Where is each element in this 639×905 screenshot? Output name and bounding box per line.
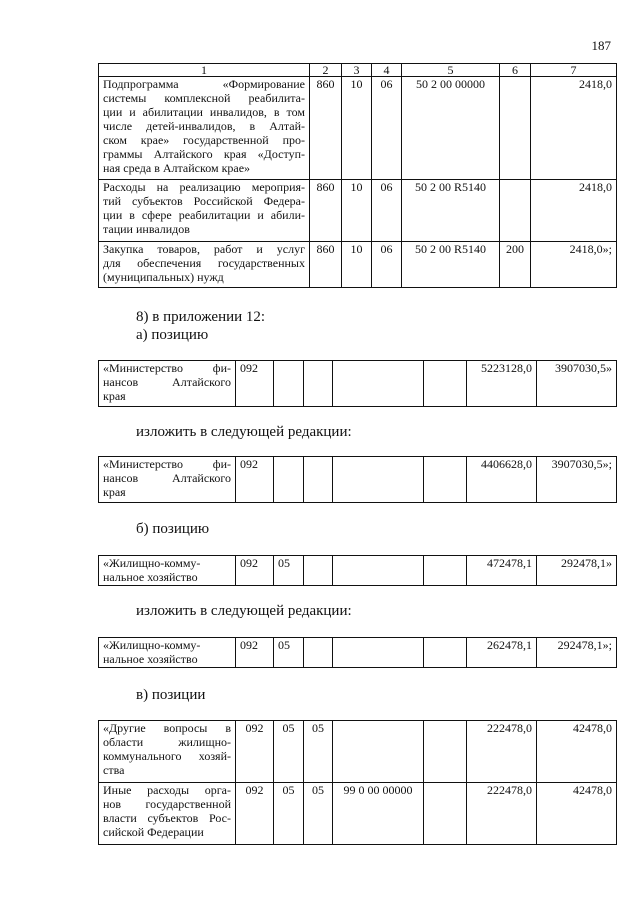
description-line: сийской Федерации [103,825,204,839]
description-line: ском крае» государственной про- [103,133,305,147]
description-line: (муниципальных) нужд [103,270,224,284]
row-description [99,457,236,503]
amount-cell: 222478,0 [467,783,537,845]
amount-cell-next-year: 42478,0 [537,721,617,783]
subsection-cell [304,361,333,407]
column-header: 3 [342,64,372,77]
amount-cell-next-year: 292478,1» [537,556,617,586]
position-table-b-new [98,637,617,668]
table-row [99,783,617,845]
section-cell [274,457,304,503]
ministry-code-cell: 860 [310,77,342,180]
description-line: числе детей-инвалидов, в Алтай- [103,119,305,133]
target-article-cell: 50 2 00 R5140 [402,180,500,242]
description-line: края [103,485,126,499]
column-header: 1 [99,64,310,77]
page-number: 187 [591,38,611,53]
target-article-cell: 50 2 00 R5140 [402,242,500,288]
amount-cell: 5223128,0 [467,361,537,407]
position-table-b-old [98,555,617,586]
description-line: «Другие вопросы в [103,721,231,735]
table-row [99,556,617,586]
amount-cell-next-year: 42478,0 [537,783,617,845]
replace-instruction: изложить в следующей редакции: [136,424,352,440]
description-line: коммунального хозяй- [103,749,231,763]
expense-type-cell [424,721,467,783]
section-heading-c: в) позиции [136,687,206,703]
description-line: Закупка товаров, работ и услуг [103,242,305,256]
description-line: ная среда в Алтайском крае» [103,161,251,175]
section-cell: 10 [342,77,372,180]
section-cell: 10 [342,180,372,242]
table-row [99,361,617,407]
target-article-cell [333,638,424,668]
ministry-code-cell: 092 [236,783,274,845]
position-table-a-old [98,360,617,407]
ministry-code-cell: 092 [236,721,274,783]
expense-type-cell [424,783,467,845]
section-heading-appendix-12: 8) в приложении 12: [136,309,266,325]
expense-type-cell [424,457,467,503]
amount-cell: 4406628,0 [467,457,537,503]
column-header: 5 [402,64,500,77]
target-article-cell [333,721,424,783]
position-table-c-old [98,720,617,845]
subsection-cell [304,457,333,503]
amount-cell-next-year: 3907030,5» [537,361,617,407]
row-description [99,242,310,288]
subsection-cell [304,556,333,586]
table-row [99,721,617,783]
row-description [99,556,236,586]
expense-type-cell [500,77,531,180]
table-row [99,457,617,503]
ministry-code-cell: 860 [310,180,342,242]
subsection-cell: 06 [372,242,402,288]
column-header: 6 [500,64,531,77]
description-line: граммы Алтайского края «Доступ- [103,147,305,161]
ministry-code-cell: 092 [236,556,274,586]
section-cell: 05 [274,556,304,586]
table-row [99,242,617,288]
description-line: для обеспечения государственных [103,256,305,270]
description-line: «Министерство фи- [103,361,231,375]
section-cell: 05 [274,783,304,845]
description-line: «Министерство фи- [103,457,231,471]
table-row [99,77,617,180]
section-cell: 05 [274,638,304,668]
section-heading-b: б) позицию [136,521,210,537]
column-header: 2 [310,64,342,77]
subsection-cell: 06 [372,180,402,242]
position-table-a-new [98,456,617,503]
amount-cell: 472478,1 [467,556,537,586]
table-row [99,638,617,668]
description-line: «Жилищно-комму- [103,638,201,652]
row-description [99,77,310,180]
section-cell: 10 [342,242,372,288]
row-description [99,180,310,242]
description-line: ции и абилитации инвалидов, в том [103,105,305,119]
description-line: ции в сфере реабилитации и абили- [103,208,305,222]
amount-cell: 2418,0 [531,180,617,242]
description-line: Расходы на реализацию мероприя- [103,180,305,194]
ministry-code-cell: 092 [236,638,274,668]
target-article-cell [333,457,424,503]
expense-type-cell [500,180,531,242]
description-line: нов государственной [103,797,231,811]
expense-type-cell [424,638,467,668]
description-line: тий субъектов Российской Федера- [103,194,305,208]
amount-cell-next-year: 3907030,5»; [537,457,617,503]
subsection-cell [304,638,333,668]
description-line: системы комплексной реабилита- [103,91,305,105]
expense-type-cell [424,361,467,407]
description-line: нансов Алтайского [103,471,231,485]
target-article-cell [333,556,424,586]
amount-cell: 2418,0»; [531,242,617,288]
amount-cell-next-year: 292478,1»; [537,638,617,668]
ministry-code-cell: 092 [236,457,274,503]
description-line: тации инвалидов [103,222,190,236]
ministry-code-cell: 860 [310,242,342,288]
target-article-cell [333,361,424,407]
amount-cell: 222478,0 [467,721,537,783]
amount-cell: 2418,0 [531,77,617,180]
table-row [99,180,617,242]
description-line: области жилищно- [103,735,231,749]
description-line: нансов Алтайского [103,375,231,389]
row-description [99,721,236,783]
row-description [99,783,236,845]
row-description [99,361,236,407]
section-cell [274,361,304,407]
ministry-code-cell: 092 [236,361,274,407]
replace-instruction: изложить в следующей редакции: [136,603,352,619]
description-line: Подпрограмма «Формирование [103,77,305,91]
subsection-cell: 06 [372,77,402,180]
appendix-table-main [98,63,617,288]
description-line: «Жилищно-комму- [103,556,201,570]
description-line: власти субъектов Рос- [103,811,231,825]
expense-type-cell [424,556,467,586]
description-line: края [103,389,126,403]
column-header: 4 [372,64,402,77]
expense-type-cell: 200 [500,242,531,288]
target-article-cell: 50 2 00 00000 [402,77,500,180]
section-cell: 05 [274,721,304,783]
description-line: ства [103,763,125,777]
target-article-cell: 99 0 00 00000 [333,783,424,845]
description-line: нальное хозяйство [103,652,198,666]
section-heading-a: а) позицию [136,327,209,343]
row-description [99,638,236,668]
description-line: Иные расходы орга- [103,783,231,797]
subsection-cell: 05 [304,783,333,845]
table-header-row [99,64,617,77]
amount-cell: 262478,1 [467,638,537,668]
description-line: нальное хозяйство [103,570,198,584]
column-header: 7 [531,64,617,77]
subsection-cell: 05 [304,721,333,783]
